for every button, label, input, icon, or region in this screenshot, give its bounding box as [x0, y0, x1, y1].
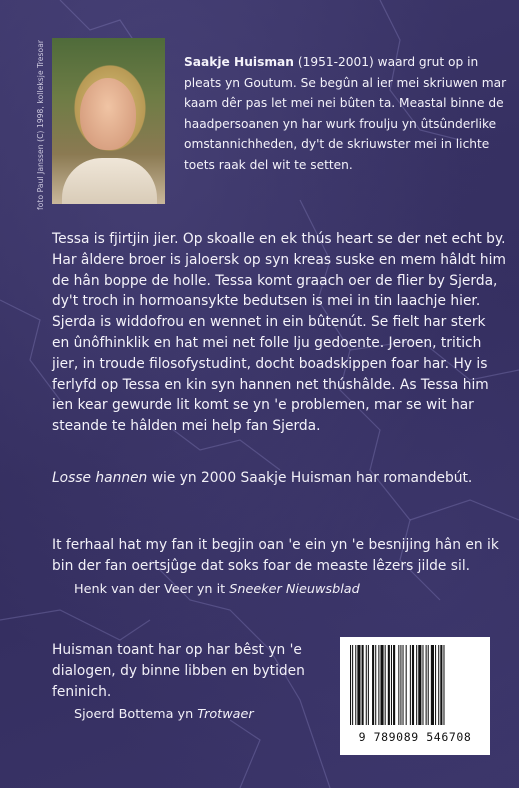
barcode-bar — [426, 645, 427, 725]
barcode-bar — [431, 645, 434, 725]
barcode-bar — [398, 645, 399, 725]
barcode-bar — [440, 645, 442, 725]
blurb: Tessa is fjirtjin jier. Op skoalle en ek thús heart se der net echt by. Har âldere broer is jaloersk op syn kreas suske en mem hâldt him de hân boppe de holle. Tessa komt graach oer de flier by Sjerda, dy't troch in hormoansykte bedutsen is mei in tin laachje hier. Sjerda is widdofrou en wennet in ein bûtenút. Se fielt har sterk en ûnôfhinklik en hat mei net folle lju gedoente. Jeroen, tritich jier, in troude filosofystudint, docht boadskippen foar har. Hy is ferlyfd op Tessa en kin syn hannen net thúshâlde. As Tessa him ien kear gewurde lit komt se yn 'e problemen, mar se wit har steande te hâlden mei help fan Sjerda. — [52, 231, 506, 435]
barcode-bar — [385, 645, 386, 725]
author-bio — [184, 52, 514, 176]
barcode — [340, 637, 490, 755]
barcode-bar — [435, 645, 436, 725]
quote-2-author: Sjoerd Bottema yn — [74, 707, 194, 722]
author-bio-text: (1951-2001) waard grut op in pleats yn Goutum. Se begûn al ier mei skriuwen mar kaam dêr pas let mei nei bûten ta. Meastal binne de haadpersoanen yn har wurk froulju yn ûtsûnderlike omstannichheden, dy't de skriuwster mei in lichte toets raak del wit te setten. — [184, 55, 507, 172]
barcode-bar — [375, 645, 376, 725]
barcode-bar — [355, 645, 356, 725]
photo-credit: foto Paul Janssen (C) 1998, kolleksje Tresoar — [36, 39, 45, 210]
barcode-bar — [410, 645, 411, 725]
barcode-bar — [412, 645, 414, 725]
barcode-bar — [416, 645, 417, 725]
barcode-bar — [406, 645, 407, 725]
barcode-bar — [428, 645, 429, 725]
debut-text: wie yn 2000 Saakje Huisman har romandebút. — [151, 470, 473, 486]
author-photo-shirt — [62, 158, 157, 204]
quote-2: Huisman toant har op har bêst yn 'e dialogen, dy binne libben en bytiden feninich. — [52, 642, 305, 700]
quote-2-source: Trotwaer — [197, 707, 254, 722]
barcode-bars — [350, 645, 480, 727]
barcode-bar — [418, 645, 421, 725]
quote-2-attribution — [74, 706, 254, 724]
author-photo-face — [80, 78, 136, 150]
barcode-bar — [352, 645, 353, 725]
quote-1: It ferhaal hat my fan it begjin oan 'e ein yn 'e besnijing hân en ik bin der fan oertsjûge dat soks foar de measte lêzers jilde sil. — [52, 537, 499, 574]
barcode-bar — [438, 645, 439, 725]
quote-1-source: Sneeker Nieuwsblad — [229, 582, 360, 597]
barcode-bar — [400, 645, 401, 725]
barcode-bar — [378, 645, 379, 725]
barcode-bar — [393, 645, 395, 725]
barcode-bar — [350, 645, 351, 725]
author-name: Saakje Huisman — [184, 55, 294, 69]
barcode-bar — [391, 645, 392, 725]
barcode-bar — [422, 645, 423, 725]
barcode-bar — [443, 645, 444, 725]
barcode-bar — [368, 645, 369, 725]
debut-statement — [52, 468, 507, 489]
barcode-bar — [362, 645, 364, 725]
book-title: Losse hannen — [52, 470, 148, 486]
barcode-bar — [403, 645, 404, 725]
quote-1-attribution — [74, 581, 360, 599]
author-photo — [52, 38, 165, 204]
barcode-bar — [357, 645, 360, 725]
barcode-bar — [380, 645, 383, 725]
quote-1-author: Henk van der Veer yn it — [74, 582, 226, 597]
isbn-number: 9 789089 546708 — [358, 730, 472, 744]
barcode-bar — [366, 645, 367, 725]
barcode-bar — [372, 645, 374, 725]
barcode-bar — [388, 645, 390, 725]
